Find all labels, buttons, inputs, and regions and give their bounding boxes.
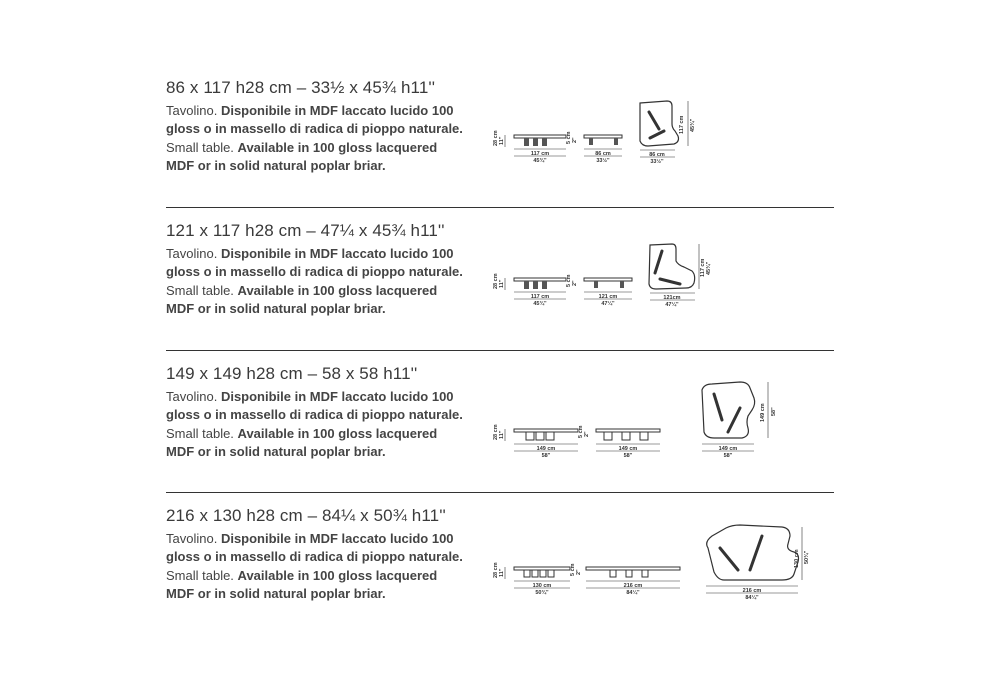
front-view [493,562,570,596]
english-lead: Small table. [166,139,234,155]
top-depth-in: 58" [771,407,777,416]
dimensions-heading: 216 x 130 h28 cm – 84¼ x 50¾ h11'' [166,506,446,525]
front-width-in: 50¾" [535,590,549,596]
description [166,245,466,318]
description [166,102,466,175]
top-width-cm: 149 cm [718,446,738,452]
english-description: Available in 100 gloss lacquered MDF or in solid natural poplar briar. [166,282,438,316]
top-view [702,382,777,459]
top-depth-in: 50¾" [804,550,810,564]
product-entry-4 [166,506,834,646]
technical-drawing [492,98,702,198]
side-width-cm: 86 cm [595,151,611,157]
front-height-cm: 28 cm [493,130,499,146]
dimensions-heading: 86 x 117 h28 cm – 33½ x 45¾ h11'' [166,78,436,97]
italian-description: Disponibile in MDF laccato lucido 100 gloss o in massello di radica di pioppo naturale. [166,531,463,565]
italian-description: Disponibile in MDF laccato lucido 100 gloss o in massello di radica di pioppo naturale. [166,246,463,280]
top-width-in: 58" [723,453,733,459]
top-width-in: 47¼" [665,302,679,308]
side-height-cm: 5 cm [578,425,584,438]
italian-lead: Tavolino. [166,531,218,546]
side-height-in: 2" [584,431,590,437]
italian-description: Disponibile in MDF laccato lucido 100 gloss o in massello di radica di pioppo naturale. [166,103,463,137]
technical-drawing [492,522,812,622]
product-entry-2 [166,221,834,361]
front-view [493,273,566,307]
side-width-in: 58" [623,453,633,459]
side-view [570,563,680,596]
english-lead: Small table. [166,425,234,441]
front-width-cm: 117 cm [530,151,550,157]
side-width-cm: 216 cm [623,583,643,589]
front-height-in: 11" [499,279,505,288]
top-width-cm: 86 cm [649,152,665,158]
side-view [566,274,632,307]
italian-description: Disponibile in MDF laccato lucido 100 gloss o in massello di radica di pioppo naturale. [166,389,463,423]
front-width-in: 45¾" [533,301,547,307]
top-depth-cm: 117 cm [700,258,706,277]
top-width-cm: 216 cm [742,588,762,594]
front-height-cm: 28 cm [493,562,499,578]
technical-drawing [492,241,712,341]
side-height-in: 2" [572,280,578,286]
side-width-cm: 149 cm [618,446,638,452]
front-width-in: 45¾" [533,158,547,164]
front-height-in: 11" [499,136,505,145]
top-depth-cm: 149 cm [760,403,766,422]
front-height-in: 11" [499,430,505,439]
side-width-cm: 121 cm [598,294,618,300]
front-height-cm: 28 cm [493,273,499,289]
english-description: Available in 100 gloss lacquered MDF or in solid natural poplar briar. [166,139,438,173]
dimensions-heading: 121 x 117 h28 cm – 47¼ x 45¾ h11'' [166,221,445,240]
top-view [649,244,712,308]
top-width-cm: 121cm [663,295,681,301]
side-height-in: 2" [576,569,582,575]
top-depth-cm: 130 cm [794,549,800,568]
front-height-in: 11" [499,568,505,577]
product-entry-1 [166,78,834,218]
divider [166,350,834,351]
top-depth-in: 45¾" [690,118,696,132]
front-width-cm: 117 cm [530,294,550,300]
top-depth-in: 45¾" [706,261,712,275]
top-width-in: 33½" [650,159,664,165]
dimensions-heading: 149 x 149 h28 cm – 58 x 58 h11'' [166,364,418,383]
side-view [578,425,660,459]
english-lead: Small table. [166,282,234,298]
side-view [566,131,622,164]
product-entry-3 [166,364,834,504]
front-width-in: 58" [541,453,551,459]
front-view [493,130,566,164]
divider [166,492,834,493]
side-height-cm: 5 cm [566,131,572,144]
technical-drawing [492,380,792,480]
english-description: Available in 100 gloss lacquered MDF or in solid natural poplar briar. [166,425,438,459]
side-height-in: 2" [572,137,578,143]
italian-lead: Tavolino. [166,103,218,118]
english-description: Available in 100 gloss lacquered MDF or in solid natural poplar briar. [166,567,438,601]
side-width-in: 47¼" [601,301,615,307]
english-lead: Small table. [166,567,234,583]
top-view [706,525,810,601]
top-view [640,101,696,165]
side-height-cm: 5 cm [566,274,572,287]
side-height-cm: 5 cm [570,563,576,576]
italian-lead: Tavolino. [166,246,218,261]
front-view [493,424,578,459]
top-width-in: 84¼" [745,595,759,601]
side-width-in: 84¼" [626,590,640,596]
divider [166,207,834,208]
italian-lead: Tavolino. [166,389,218,404]
top-depth-cm: 117 cm [679,115,685,134]
front-width-cm: 149 cm [536,446,556,452]
description [166,388,466,461]
description [166,530,466,603]
side-width-in: 33½" [596,158,610,164]
front-width-cm: 130 cm [532,583,552,589]
front-height-cm: 28 cm [493,424,499,440]
